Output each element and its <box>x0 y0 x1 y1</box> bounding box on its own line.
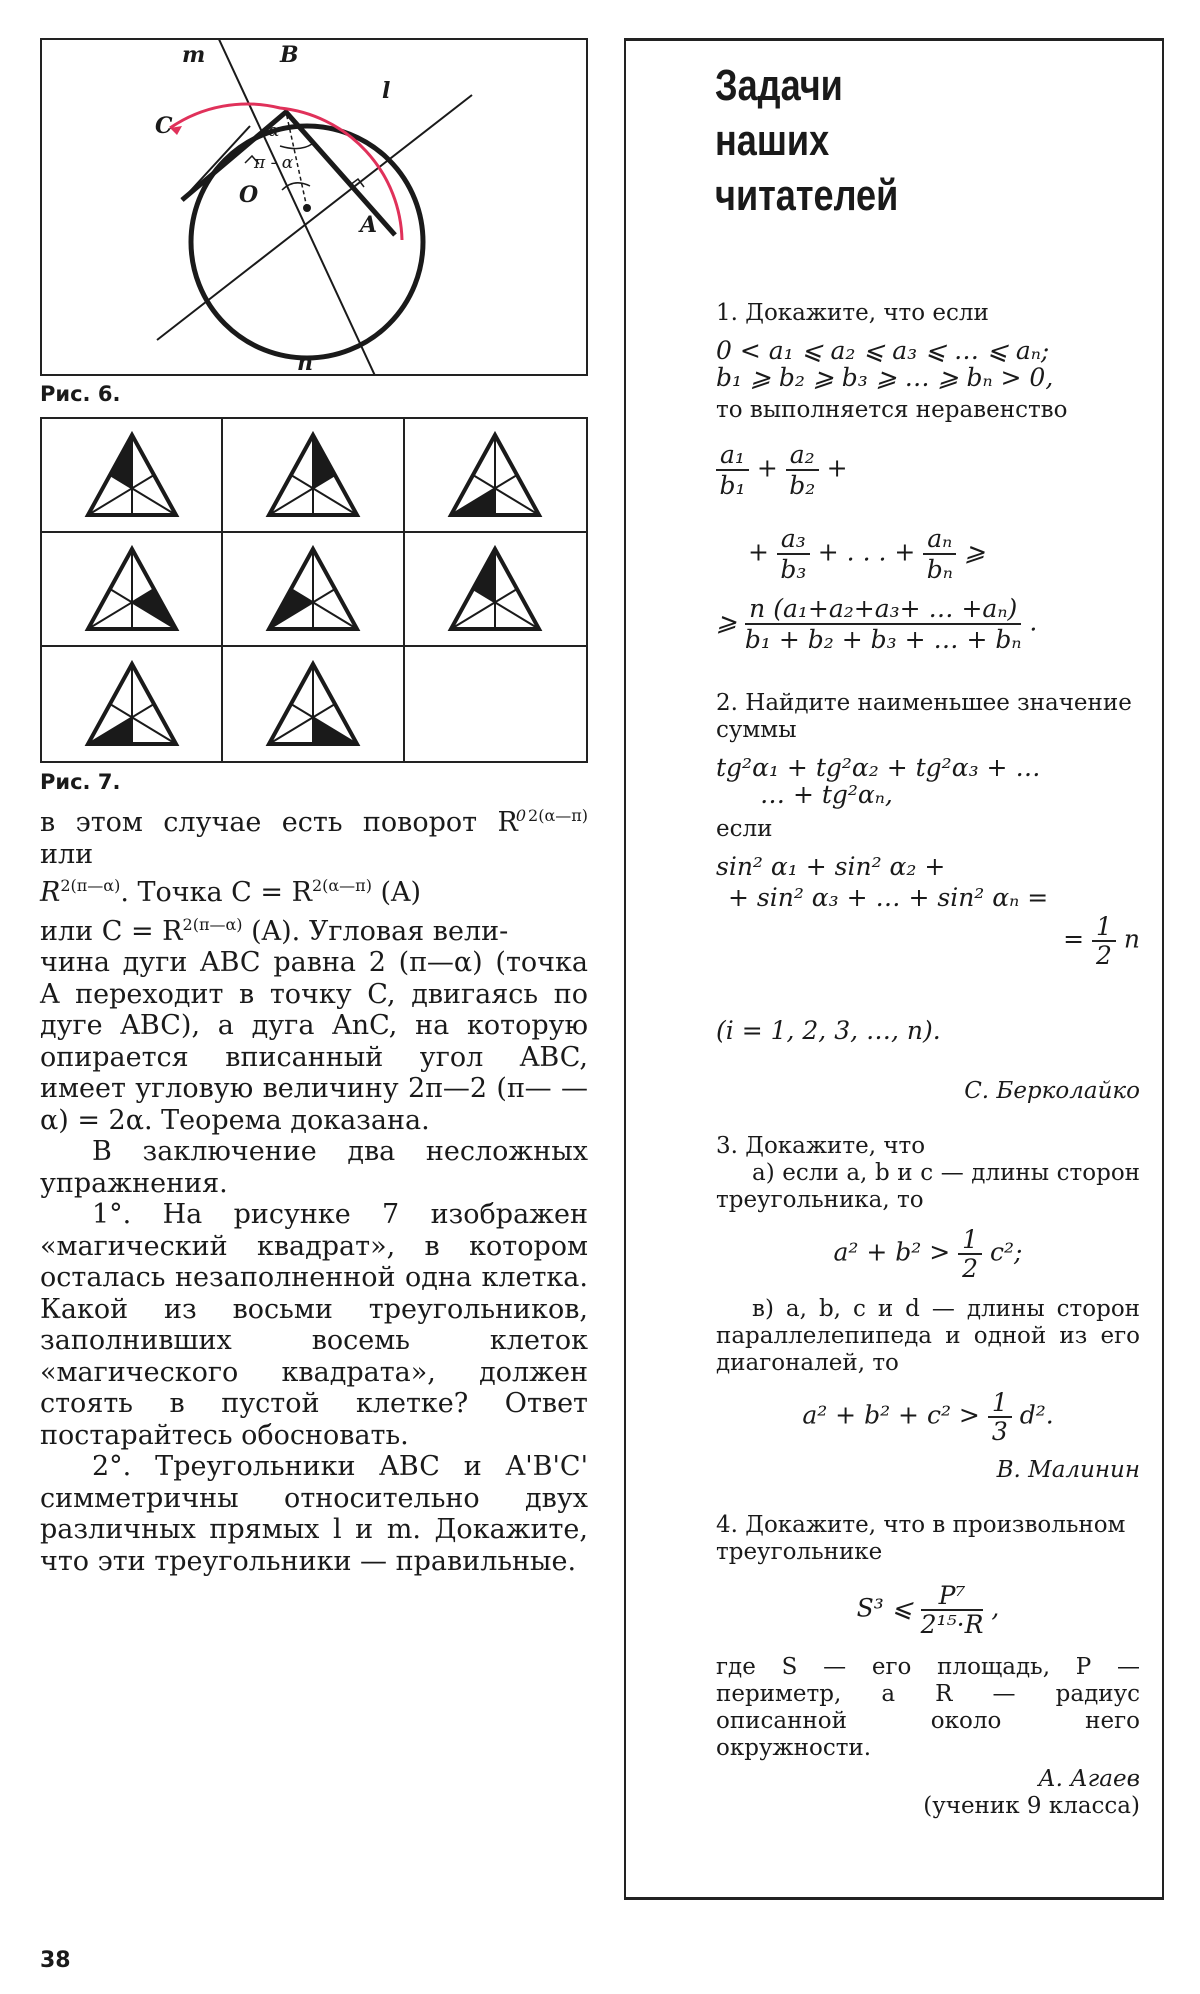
label-C: C <box>155 113 173 139</box>
half-n: = $\frac{1}{2}$ n <box>1063 912 1140 970</box>
triangle-icon <box>82 659 182 749</box>
label-n: n <box>297 350 313 374</box>
problem-1: 1. Докажите, что если 0 < a₁ ⩽ a₂ ⩽ a₃ ⩽ … ⩽ aₙ; b₁ ⩾ b₂ ⩾ b₃ ⩾ … ⩾ bₙ > 0, то выполняется неравенство <box>716 300 1068 423</box>
box-top-rule <box>624 38 1164 41</box>
label-O: O <box>239 182 259 208</box>
figure-7-magic-square <box>40 417 588 763</box>
paragraph-theorem: чина дуги ABC равна 2 (π—α) (точка A переходит в точку C, двигаясь по дуге ABC), а дуга AnC, на которую опирается вписанный угол ABC, имеет угловую величину 2π—2 (π— —α) = 2α. Теорема доказана. <box>40 947 588 1136</box>
line-3: или $C = R^{2(\pi—\alpha)}$ (A). Угловая вели- <box>40 914 509 947</box>
line-1: в этом случае есть поворот $R^0$ $^{2(\alpha—\pi)}$ или <box>40 806 588 870</box>
left-column-text <box>40 800 588 1577</box>
cell-2 <box>223 419 404 533</box>
triangle-icon <box>82 430 182 520</box>
triangle-icon <box>263 659 363 749</box>
inequality-4: S³ ⩽ $\frac{\text{P⁷}}{\text{2¹⁵·R}}$ , <box>856 1581 1000 1639</box>
cell-5 <box>223 533 404 647</box>
problem-1-line-1: $\frac{\text{a₁}}{\text{b₁}}$ + $\frac{\text{a₂}}{\text{b₂}}$ + <box>716 440 848 500</box>
problem-1-line-2: + $\frac{\text{a₃}}{\text{b₃}}$ + . . . + $\frac{\text{aₙ}}{\text{bₙ}}$ ⩾ <box>748 524 986 584</box>
figure-6-diagram <box>42 40 586 374</box>
figure-6-caption: Рис. 6. <box>40 382 121 406</box>
cell-1 <box>42 419 223 533</box>
section-heading: Задачи наших читателей <box>715 61 899 220</box>
cell-7 <box>42 647 223 761</box>
paragraph-exercise-1: 1°. На рисунке 7 изображен «магический квадрат», в котором осталась незаполненной одна клетка. Какой из восьми треугольников, заполнивших восемь клеток «магического квадрата», должен стоять в пустой клетке? Ответ постарайтесь обосновать. <box>40 1199 588 1451</box>
paragraph-exercises: В заключение два несложных упражнения. <box>40 1136 588 1199</box>
label-pi-alpha: π - α <box>254 153 294 173</box>
figure-6 <box>40 38 588 376</box>
label-B: B <box>280 42 299 68</box>
triangle-icon <box>445 544 545 634</box>
triangle-icon <box>263 544 363 634</box>
label-l: l <box>382 78 391 104</box>
label-A: A <box>360 212 378 238</box>
figure-7-caption: Рис. 7. <box>40 770 121 794</box>
cell-8 <box>223 647 404 761</box>
cell-4 <box>42 533 223 647</box>
line-l <box>157 95 472 340</box>
paragraph-exercise-2: 2°. Треугольники ABC и A'B'C' симметричны относительно двух различных прямых l и m. Докажите, что эти треугольники — правильные. <box>40 1451 588 1577</box>
label-alpha: α <box>268 121 280 141</box>
inequality-b: a² + b² + c² > $\frac{1}{3}$ d². <box>802 1388 1054 1446</box>
problem-4: 4. Докажите, что в произвольном треугольнике S³ ⩽ $\frac{\text{P⁷}}{\text{2¹⁵·R}}$ , где S — его площадь, P — периметр, а R — радиус описанной около него окружности. А. Агаев (ученик 9 класса) <box>716 1512 1140 1819</box>
line-2: $R^{2(\pi—\alpha)}$. Точка $C = R^{2(\alpha—\pi)}$ (A) <box>40 876 422 908</box>
page-number: 38 <box>40 1948 71 1973</box>
triangle-icon <box>445 430 545 520</box>
triangle-icon <box>263 430 363 520</box>
angle-arc-alpha <box>280 144 312 149</box>
box-bottom-rule <box>624 1897 1164 1900</box>
center-O <box>303 204 311 212</box>
cell-6 <box>405 533 586 647</box>
inequality-a: a² + b² > $\frac{1}{2}$ c²; <box>833 1225 1023 1283</box>
problem-2: 2. Найдите наименьшее значение суммы tg²α₁ + tg²α₂ + tg²α₃ + … … + tg²αₙ, если sin² α₁ + sin² α₂ + + sin² α₃ + … + sin² αₙ = = $\frac{1}{2}$ n (i = 1, 2, 3, …, n). С. Берколайко <box>716 690 1140 1104</box>
cell-empty <box>405 647 586 761</box>
problem-1-line-3: ⩾ $\frac{\text{n (a₁+a₂+a₃+ … +aₙ)}}{\text{b₁ + b₂ + b₃ + … + bₙ}}$ . <box>716 594 1038 654</box>
triangle-icon <box>82 544 182 634</box>
label-m: m <box>182 42 206 68</box>
cell-3 <box>405 419 586 533</box>
problem-3: 3. Докажите, что а) если a, b и c — длины сторон треугольника, то a² + b² > $\frac{1}{2}$ c²; в) a, b, c и d — длины сторон параллелепипеда и одной из его диагоналей, то a² + b² + c² > $\frac{1}{3}$ d². В. Малинин <box>716 1133 1140 1483</box>
